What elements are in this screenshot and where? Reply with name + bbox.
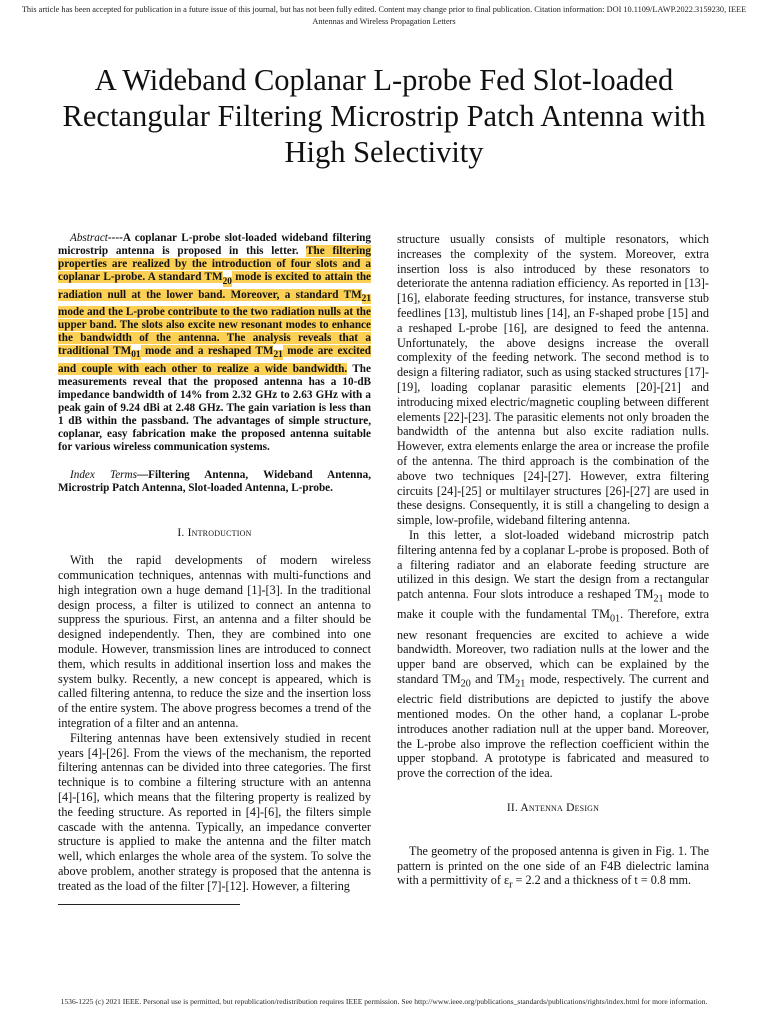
highlight-1: The filtering properties are realized by the introduction of four slots and a coplanar L-probe. A standard TM xyxy=(58,245,371,284)
highlight-4: mode and a reshaped TM xyxy=(140,345,274,358)
p2-text-b: mode to make it couple with the fundamental TM xyxy=(397,587,709,622)
section-heading-antenna-design: II. Antenna Design xyxy=(506,802,600,814)
abstract-dash: ---- xyxy=(107,232,123,244)
section-heading-introduction: I. Introduction xyxy=(177,527,252,540)
abstract-text-2: The measurements reveal that the proposed antenna has a 10-dB impedance bandwidth of 14% from 2.32 GHz to 2.63 GHz with a peak gain of 9.24 dBi at 2.48 GHz. The gain variation is less than 1 dB within the passband. The advantages of simple structure, coplanar, easy fabrication make the proposed antenna suitable for various wireless communication systems. xyxy=(58,362,371,454)
p3-text-b: = 2.2 and a thickness of t = 0.8 mm. xyxy=(512,873,692,888)
p2-sub-3: 20 xyxy=(460,678,471,690)
right-paragraph-1: structure usually consists of multiple resonators, which increases the complexity of the system. Moreover, extra insertion loss is also introduced by these resonators to deteriorate the antenna radiation efficiency. As reported in [13]-[16], elaborate feeding structures, for instance, transverse stub feedlines [13], multistub lines [14], an F-shaped probe [15] and a reshaped L-probe [16], are designed to feed the antenna. Unfortunately, the above designs increase the overall complexity of the feeding network. The second method is to design a filtering radiator, such as using stacked structures [17]-[19], loading coplanar parasitic elements [20]-[21] and introducing mixed electric/magnetic coupling between different elements [22]-[23]. The parasitic elements not only broaden the bandwidth of the antenna but also excite radiation nulls. However, extra elements enlarge the area or increase the profile of the antenna. The third approach is the combination of the above two techniques [24]-[27]. However, extra filtering circuits [24]-[25] or multilayer structures [26]-[27] are used in these designs. Consequently, it is still a changeling to design a simple, low-profile, wideband filtering antenna. xyxy=(397,232,709,528)
p2-sub-2: 01 xyxy=(609,613,621,625)
index-terms-text: —Filtering Antenna, Wideband Antenna, Microstrip Patch Antenna, Slot-loaded Antenna, L-probe. xyxy=(58,469,371,495)
paper-title: A Wideband Coplanar L-probe Fed Slot-loaded Rectangular Filtering Microstrip Patch Antenna with High Selectivity xyxy=(62,63,706,169)
intro-paragraph-2: Filtering antennas have been extensively studied in recent years [4]-[26]. From the views of the mechanism, the reported filtering antennas can be divided into three categories. The first technique is to combine a filtering structure with an antenna [4]-[16], which means that the filtering property is realized by the feeding structure. As reported in [4]-[6], the filters simple cascade with the antenna. Typically, an impedance converter structure is applied to make the antenna and the filter match well, which enlarges the whole area of the system. To solve the above problem, another strategy is proposed that the antenna is treated as the load of the filter [7]-[12]. However, a filtering xyxy=(58,730,371,893)
p2-text-a: In this letter, a slot-loaded wideband microstrip patch filtering antenna fed by a coplanar L-probe is proposed. Both of a filtering radiator and an elaborate feeding structure are utilized in this design. We start the design from a rectangular patch antenna. Four slots introduce a reshaped TM xyxy=(397,527,709,602)
abstract-text-1: A coplanar L-probe slot-loaded wideband filtering microstrip antenna is proposed in this letter. xyxy=(58,232,371,258)
p3-text-a: The geometry of the proposed antenna is given in Fig. 1. The pattern is printed on the one side of an F4B dielectric lamina with a permittivity of ε xyxy=(397,843,709,888)
highlight-sub-1: 20 xyxy=(222,276,232,287)
abstract-label: Abstract xyxy=(70,232,108,244)
index-terms xyxy=(58,469,371,495)
p3-sub: r xyxy=(509,879,513,891)
index-terms-label: Index Terms xyxy=(70,469,137,482)
p2-sub-1: 21 xyxy=(653,593,664,605)
highlight-sub-4: 21 xyxy=(273,350,283,361)
right-paragraph-2 xyxy=(397,528,709,781)
right-column xyxy=(397,232,709,894)
journal-acceptance-note: This article has been accepted for publication in a future issue of this journal, but has not been fully edited. Content may change prior to final publication. Citation information: DOI 10.1109/LAWP.2022.3159230, IEEE Antennas and Wireless Propagation Letters xyxy=(21,5,747,26)
left-column xyxy=(58,232,371,894)
footnote-divider xyxy=(58,904,240,905)
highlight-5: mode are excited and couple with each other to realize a wide bandwidth. xyxy=(58,345,371,375)
p2-text-c: . Therefore, extra new resonant frequencies are excited to achieve a wide bandwidth. Moreover, two radiation nulls at the lower and the upper band are observed, which can be explained by the standard TM xyxy=(397,607,709,686)
intro-paragraph-1: With the rapid developments of modern wireless communication techniques, antennas with multi-functions and high integration own a huge demand [1]-[3]. In the traditional design process, a filter is utilized to connect an antenna to suppress the spurious. First, an antenna and a filter should be designed independently. Then, they are combined into one module. However, transmission lines are introduced to connect them, which results in additional insertion loss and makes the system bulky. Recently, a new concept is appeared, which is called filtering antenna, to reduce the size and the insertion loss of the entire system. The above progress becomes a trend of the integration of a filter and an antenna. xyxy=(58,553,371,730)
p2-sub-4: 21 xyxy=(515,678,526,690)
highlight-sub-2: 21 xyxy=(361,293,371,304)
p2-text-e: mode, respectively. The current and electric field distributions are depicted to justify the above mentioned modes. On the other hand, a coplanar L-probe introduces another radiation null at the upper band. Moreover, the L-probe also improve the reflection coefficient within the upper stopband. A prototype is fabricated and measured to prove the correction of the idea. xyxy=(397,671,709,781)
p2-text-d: and TM xyxy=(470,671,516,686)
highlight-sub-3: 01 xyxy=(131,350,141,361)
design-paragraph-1 xyxy=(397,844,709,894)
highlight-2: mode is excited to attain the radiation null at the lower band. Moreover, a standard TM xyxy=(58,271,372,301)
abstract xyxy=(58,232,371,454)
copyright-footer: 1536-1225 (c) 2021 IEEE. Personal use is permitted, but republication/redistribution requires IEEE permission. See http://www.ieee.org/publications_standards/publications/rights/index.html for more information. xyxy=(60,997,708,1006)
highlight-3: mode and the L-probe contribute to the two radiation nulls at the upper band. The slots also excite new resonant modes to enhance the bandwidth of the antenna. The analysis reveals that a traditional TM xyxy=(58,305,371,358)
